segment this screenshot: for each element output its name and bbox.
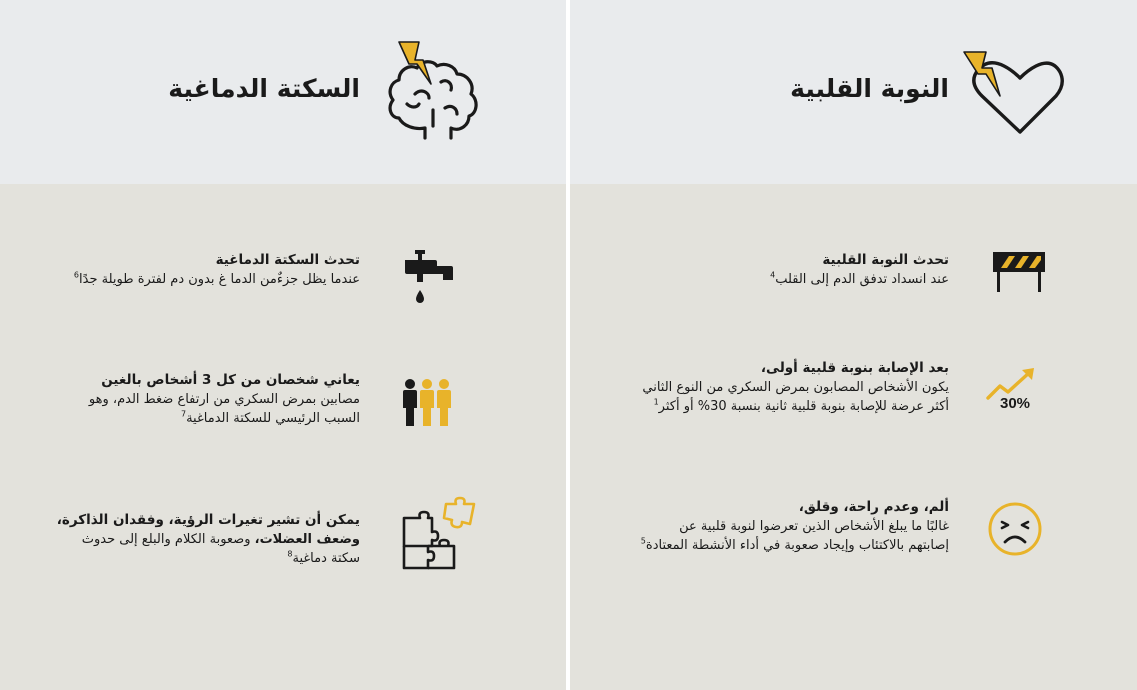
stroke-item-hypertension-line2: السبب الرئيسي للسكتة الدماغية$^7$: [180, 409, 360, 426]
heart-attack-item-cause-title: تحدث النوبة القلبية: [822, 252, 949, 268]
ref-4: 4: [770, 270, 776, 280]
heart-attack-item-cause-desc: عند انسداد تدفق الدم إلى القلب$^4$: [770, 270, 949, 287]
stroke-body: [0, 184, 566, 690]
heart-attack-item-recurrence-title: بعد الإصابة بنوبة قلبية أولى،: [760, 360, 949, 376]
stroke-item-cause: [40, 251, 360, 289]
stroke-item-cause-title: تحدث السكتة الدماغية: [215, 252, 360, 268]
barrier-icon: [991, 250, 1047, 294]
ref-1: 1: [653, 397, 659, 407]
ref-6: 6: [73, 270, 80, 280]
ref-7: 7: [180, 409, 187, 419]
stroke-item-symptoms: [20, 511, 360, 568]
stroke-item-symptoms-title1: يمكن أن تشير تغيرات الرؤية، وفقدان الذاكرة،: [56, 512, 360, 528]
heart-attack-item-recurrence-line2: أكثر عرضة للإصابة بنوبة قلبية ثانية بنسبة 30% أو أكثر$^1$: [653, 397, 949, 414]
three-people-icon: [401, 378, 453, 428]
heart-attack-item-cause: [629, 251, 949, 289]
stroke-item-symptoms-inline: وصعوبة الكلام والبلع إلى حدوث: [81, 532, 251, 547]
stroke-item-symptoms-line: [20, 530, 360, 549]
heart-attack-body: [570, 184, 1137, 690]
heart-attack-item-aftermath-title: ألم، وعدم راحة، وقلق،: [798, 499, 949, 515]
heart-attack-item-aftermath-line2: إصابتهم بالاكتئاب وإيجاد صعوبة في أداء الأنشطة المعتادة$^5$: [640, 536, 949, 553]
stroke-item-symptoms-title2: وضعف العضلات،: [254, 532, 360, 547]
heart-attack-item-aftermath: [589, 498, 949, 555]
brain-lightning-icon: [385, 38, 481, 146]
distressed-face-icon: [986, 500, 1044, 558]
stroke-panel: [0, 0, 566, 690]
stroke-item-hypertension-title: يعاني شخصان من كل 3 أشخاص بالغين: [101, 372, 360, 388]
faucet-drip-icon: [403, 248, 455, 304]
ref-5: 5: [640, 536, 646, 546]
heart-attack-item-aftermath-line1: غالبًا ما يبلغ الأشخاص الذين تعرضوا لنوبة قلبية عن: [679, 519, 949, 534]
heart-attack-title: النوبة القلبية: [790, 74, 949, 103]
stroke-item-hypertension-line1: مصابين بمرض السكري من ارتفاع ضغط الدم، وهو: [88, 392, 360, 407]
heart-attack-item-recurrence: [589, 359, 949, 416]
stroke-item-symptoms-line2: سكتة دماغية$^8$: [287, 549, 360, 566]
heart-attack-panel: [570, 0, 1137, 690]
stroke-header: [0, 0, 566, 184]
trend-up-30-percent-icon: [986, 364, 1042, 410]
trend-label: 30%: [1000, 395, 1031, 410]
heart-attack-item-recurrence-line1: يكون الأشخاص المصابون بمرض السكري من النوع الثاني: [642, 380, 949, 395]
ref-8: 8: [287, 549, 293, 559]
stroke-title: السكتة الدماغية: [168, 74, 360, 103]
stroke-item-hypertension: [30, 371, 360, 428]
stroke-item-cause-desc: عندما يظل جزءٌمن الدما غ بدون دم لفترة طويلة جدًا$^6$: [73, 270, 360, 287]
heart-attack-header: [570, 0, 1137, 184]
puzzle-pieces-icon: [400, 494, 480, 574]
heart-lightning-icon: [960, 48, 1064, 138]
